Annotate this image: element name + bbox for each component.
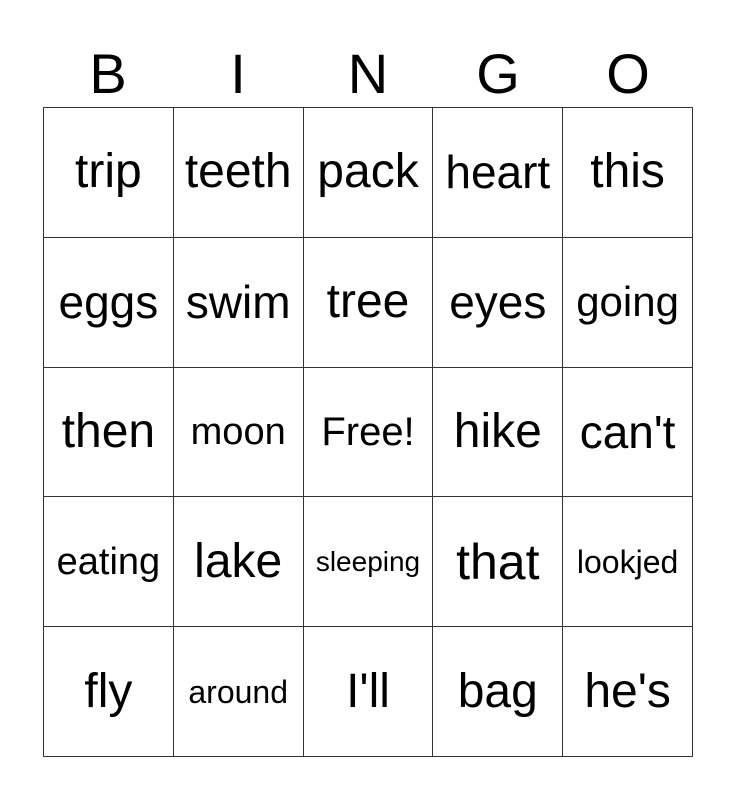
bingo-cell[interactable] — [44, 497, 174, 627]
bingo-cell[interactable] — [44, 108, 174, 238]
bingo-cell[interactable] — [563, 627, 693, 757]
cell-label: sleeping — [315, 545, 421, 577]
header-letter-i: I — [230, 41, 246, 105]
cell-label: then — [61, 404, 156, 458]
cell-label: that — [456, 533, 540, 590]
cell-label: trip — [75, 145, 142, 199]
bingo-cell[interactable] — [304, 497, 434, 627]
cell-label: moon — [190, 410, 286, 453]
bingo-cell[interactable] — [433, 108, 563, 238]
cell-label: he's — [584, 664, 671, 718]
bingo-board — [43, 107, 693, 757]
bingo-cell[interactable] — [174, 627, 304, 757]
cell-label: heart — [445, 146, 551, 199]
bingo-header — [43, 40, 693, 107]
cell-label: going — [576, 278, 679, 326]
bingo-cell[interactable] — [304, 368, 434, 498]
bingo-cell[interactable] — [433, 238, 563, 368]
cell-label: around — [188, 673, 289, 710]
cell-label: bag — [457, 664, 538, 718]
cell-label: tree — [326, 275, 410, 329]
bingo-cell[interactable] — [304, 108, 434, 238]
bingo-cell[interactable] — [304, 627, 434, 757]
cell-label: can't — [579, 405, 676, 458]
bingo-cell[interactable] — [174, 368, 304, 498]
cell-label: fly — [84, 664, 133, 718]
header-letter-b: B — [89, 41, 127, 105]
bingo-cell[interactable] — [563, 108, 693, 238]
bingo-cell[interactable] — [44, 368, 174, 498]
bingo-cell[interactable] — [563, 238, 693, 368]
bingo-cell[interactable] — [563, 368, 693, 498]
bingo-cell[interactable] — [174, 108, 304, 238]
bingo-cell[interactable] — [44, 627, 174, 757]
cell-label: lake — [194, 534, 283, 588]
cell-label: teeth — [184, 145, 292, 199]
cell-label: this — [590, 145, 665, 199]
bingo-cell[interactable] — [563, 497, 693, 627]
bingo-cell[interactable] — [174, 238, 304, 368]
bingo-cell[interactable] — [44, 238, 174, 368]
free-space-label: Free! — [321, 409, 415, 454]
bingo-cell[interactable] — [433, 627, 563, 757]
cell-label: eggs — [58, 276, 159, 329]
header-letter-g: G — [476, 41, 520, 105]
cell-label: lookjed — [576, 543, 679, 580]
cell-label: I'll — [346, 664, 390, 718]
cell-label: eating — [56, 540, 161, 583]
cell-label: pack — [317, 145, 419, 199]
cell-label: eyes — [449, 276, 547, 329]
cell-label: swim — [185, 276, 291, 329]
header-letter-o: O — [606, 41, 650, 105]
header-letter-n: N — [347, 41, 389, 105]
cell-label: hike — [453, 404, 542, 458]
bingo-cell[interactable] — [433, 368, 563, 498]
bingo-cell[interactable] — [304, 238, 434, 368]
bingo-cell[interactable] — [433, 497, 563, 627]
bingo-cell[interactable] — [174, 497, 304, 627]
